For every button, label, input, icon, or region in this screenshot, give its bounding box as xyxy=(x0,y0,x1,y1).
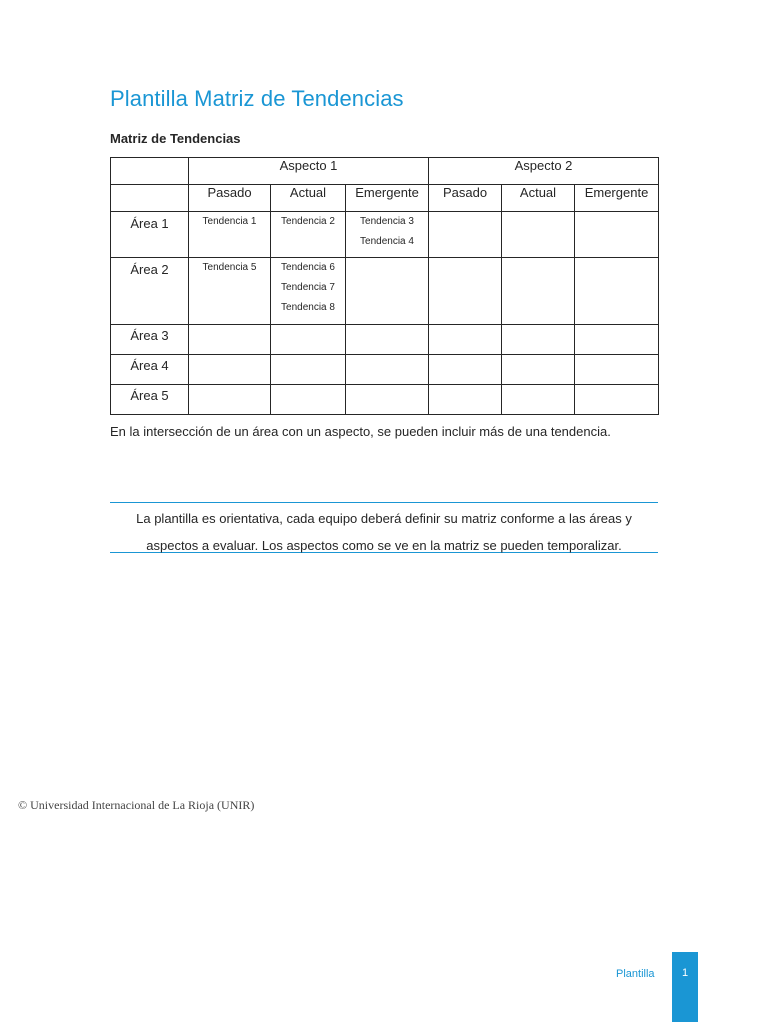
trend-item: Tendencia 3 xyxy=(360,216,414,227)
aspect-header-row xyxy=(111,158,659,185)
callout-line: aspectos a evaluar. Los aspectos como se ve en la matriz se pueden temporalizar. xyxy=(146,538,622,553)
period-header: Emergente xyxy=(575,185,659,212)
empty-cell xyxy=(429,385,502,415)
trend-item: Tendencia 5 xyxy=(202,262,257,273)
table-row xyxy=(111,355,659,385)
table-row xyxy=(111,212,659,258)
table-row xyxy=(111,385,659,415)
trend-item: Tendencia 8 xyxy=(281,302,335,313)
trend-item: Tendencia 1 xyxy=(202,216,257,227)
empty-cell xyxy=(575,325,659,355)
trend-cell xyxy=(271,258,346,325)
area-label: Área 4 xyxy=(111,355,189,385)
trend-item: Tendencia 6 xyxy=(281,262,335,273)
area-label: Área 1 xyxy=(111,212,189,258)
page-title: Plantilla Matriz de Tendencias xyxy=(110,86,404,111)
callout-line: La plantilla es orientativa, cada equipo deberá definir su matriz conforme a las áreas y xyxy=(136,511,632,526)
area-label: Área 5 xyxy=(111,385,189,415)
empty-cell xyxy=(346,325,429,355)
table-row xyxy=(111,258,659,325)
empty-cell xyxy=(346,385,429,415)
trend-item: Tendencia 4 xyxy=(360,236,414,247)
trend-cell xyxy=(189,258,271,325)
aspect-header: Aspecto 2 xyxy=(429,158,659,185)
empty-cell xyxy=(502,355,575,385)
footer-section-label: Plantilla xyxy=(616,968,655,980)
corner-cell xyxy=(111,185,189,212)
area-label: Área 2 xyxy=(111,258,189,325)
empty-cell xyxy=(346,355,429,385)
trend-item: Tendencia 7 xyxy=(281,282,335,293)
trends-matrix-table xyxy=(110,157,659,415)
period-header: Actual xyxy=(502,185,575,212)
trend-cell xyxy=(271,212,346,258)
intersection-note: En la intersección de un área con un aspecto, se pueden incluir más de una tendencia. xyxy=(110,424,611,439)
empty-cell xyxy=(502,212,575,258)
aspect-header: Aspecto 1 xyxy=(189,158,429,185)
empty-cell xyxy=(502,385,575,415)
trend-item: Tendencia 2 xyxy=(281,216,335,227)
period-header: Actual xyxy=(271,185,346,212)
page-number: 1 xyxy=(681,967,689,979)
period-header-row xyxy=(111,185,659,212)
trend-cell xyxy=(346,212,429,258)
period-header: Emergente xyxy=(346,185,429,212)
empty-cell xyxy=(346,258,429,325)
trend-cell xyxy=(189,212,271,258)
empty-cell xyxy=(575,355,659,385)
empty-cell xyxy=(429,258,502,325)
page-number-tab xyxy=(672,952,698,1022)
empty-cell xyxy=(502,258,575,325)
empty-cell xyxy=(575,258,659,325)
matrix-subtitle: Matriz de Tendencias xyxy=(110,131,241,146)
guidance-callout xyxy=(110,502,658,553)
empty-cell xyxy=(271,385,346,415)
empty-cell xyxy=(575,385,659,415)
empty-cell xyxy=(575,212,659,258)
corner-cell xyxy=(111,158,189,185)
empty-cell xyxy=(189,325,271,355)
empty-cell xyxy=(271,325,346,355)
empty-cell xyxy=(429,212,502,258)
empty-cell xyxy=(189,355,271,385)
empty-cell xyxy=(429,355,502,385)
empty-cell xyxy=(429,325,502,355)
copyright-notice: © Universidad Internacional de La Rioja (UNIR) xyxy=(18,798,255,812)
period-header: Pasado xyxy=(189,185,271,212)
empty-cell xyxy=(271,355,346,385)
period-header: Pasado xyxy=(429,185,502,212)
area-label: Área 3 xyxy=(111,325,189,355)
table-row xyxy=(111,325,659,355)
empty-cell xyxy=(189,385,271,415)
empty-cell xyxy=(502,325,575,355)
